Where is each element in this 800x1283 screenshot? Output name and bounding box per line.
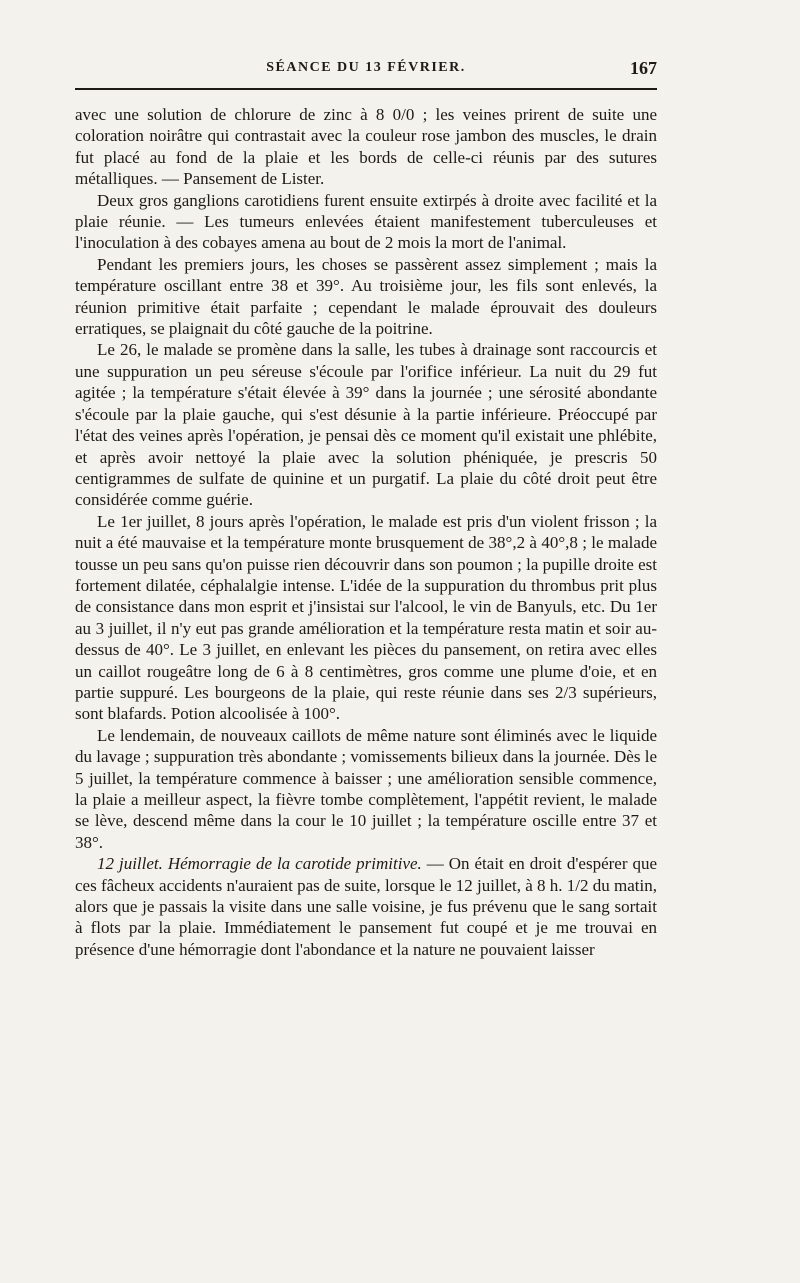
page-number: 167 — [630, 58, 657, 78]
paragraph-3: Pendant les premiers jours, les choses se passèrent assez simplement ; mais la température oscillant entre 38 et 39°. Au troisième jour, les fils sont enlevés, la réunion primitive était parfaite ; cependant le malade éprouvait des douleurs erratiques, se plaignait du côté gauche de la poitrine. — [75, 254, 657, 339]
paragraph-4: Le 26, le malade se promène dans la salle, les tubes à drainage sont raccourcis et une suppuration un peu séreuse s'écoule par l'orifice inférieur. La nuit du 29 fut agitée ; la température s'était élevée à 39° dans la journée ; une sérosité abondante s'écoule par la plaie gauche, qui s'est désunie à la partie inférieure. Préoccupé par l'état des veines après l'opération, je pensai dès ce moment qu'il existait une phlébite, et après avoir nettoyé la plaie avec la solution phéniquée, je prescris 50 centigrammes de sulfate de quinine et un purgatif. La plaie du côté droit peut être considérée comme guérie. — [75, 340, 657, 510]
document-page — [75, 58, 657, 960]
paragraph-6: Le lendemain, de nouveaux caillots de même nature sont éliminés avec le liquide du lavage ; suppuration très abondante ; vomissements bilieux dans la journée. Dès le 5 juillet, la température commence à baisser ; une amélioration sensible commence, la plaie a meilleur aspect, la fièvre tombe complètement, l'appétit revient, le malade se lève, descend même dans la cour le 10 juillet ; la température oscille entre 37 et 38°. — [75, 725, 657, 852]
paragraph-5: Le 1er juillet, 8 jours après l'opération, le malade est pris d'un violent frisson ; la nuit a été mauvaise et la température monte brusquement de 38°,2 à 40°,8 ; le malade tousse un peu sans qu'on puisse rien découvrir dans son poumon ; la pupille droite est fortement dilatée, céphalalgie intense. L'idée de la suppuration du thrombus prit plus de consistance dans mon esprit et j'insistai sur l'alcool, le vin de Banyuls, etc. Du 1er au 3 juillet, il n'y eut pas grande amélioration et la température resta matin et soir au-dessus de 40°. Le 3 juillet, en enlevant les pièces du pansement, on retira avec elles un caillot rougeâtre long de 6 à 8 centimètres, gros comme une plume d'oie, et en partie suppuré. Les bourgeons de la plaie, qui reste réunie dans ses 2/3 supérieurs, sont blafards. Potion alcoolisée à 100°. — [75, 511, 657, 724]
body-text — [75, 104, 657, 960]
paragraph-1: avec une solution de chlorure de zinc à 8 0/0 ; les veines prirent de suite une coloration noirâtre qui contrastait avec la couleur rose jambon des muscles, le drain fut placé au fond de la plaie et les bords de celle-ci réunis par des sutures métalliques. — Pansement de Lister. — [75, 105, 657, 189]
running-head: SÉANCE DU 13 FÉVRIER. — [266, 60, 466, 75]
paragraph-7 — [75, 853, 657, 960]
paragraph-2: Deux gros ganglions carotidiens furent ensuite extirpés à droite avec facilité et la plaie réunie. — Les tumeurs enlevées étaient manifestement tuberculeuses et l'inoculation à des cobayes amena au bout de 2 mois la mort de l'animal. — [75, 190, 657, 253]
header-rule — [75, 88, 657, 90]
section-lead: 12 juillet. Hémorragie de la carotide primitive. — [97, 854, 422, 874]
paragraph-7-text: — On était en droit d'espérer que ces fâcheux accidents n'auraient pas de suite, lorsque le 12 juillet, à 8 h. 1/2 du matin, alors que je passais la visite dans une salle voisine, je fus prévenu que le sang sortait à flots par la plaie. Immédiatement le pansement fut coupé et je me trouvai en présence d'une hémorragie dont l'abondance et la nature ne pouvaient laisser — [75, 854, 658, 959]
page-header — [75, 58, 657, 86]
